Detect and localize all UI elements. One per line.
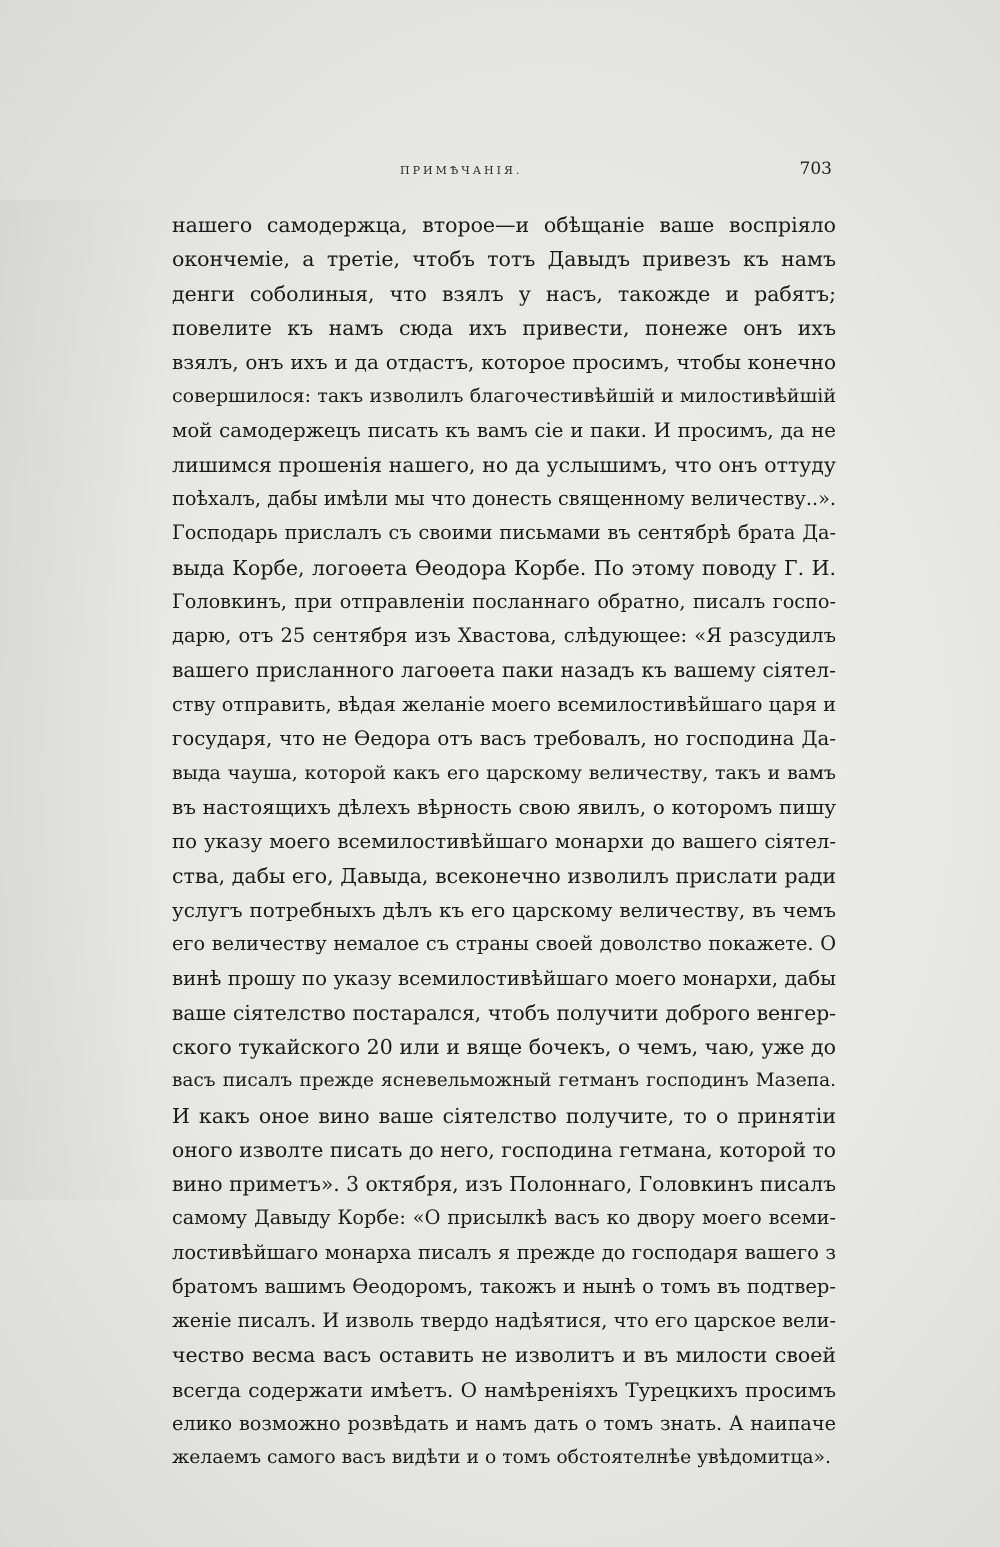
text-line: братомъ вашимъ Ѳеодоромъ, такожъ и нынѣ о томъ въ подтвер- xyxy=(172,1274,836,1298)
text-line: въ настоящихъ дѣлехъ вѣрность свою явилъ, о которомъ пишу xyxy=(172,795,836,820)
text-line: окончеміе, а третіе, чтобъ тотъ Давыдъ привезъ къ намъ xyxy=(172,247,836,272)
text-line: ству отправить, вѣдая желаніе моего всемилостивѣйшаго царя и xyxy=(172,692,836,716)
text-line: вашего присланного лагоѳета паки назадъ къ вашему сіятел- xyxy=(172,658,836,683)
text-line: выда Корбе, логоѳета Ѳеодора Корбе. По этому поводу Г. И. xyxy=(172,555,836,580)
text-line: по указу моего всемилостивѣйшаго монархи до вашего сіятел- xyxy=(172,829,836,853)
text-line: винѣ прошу по указу всемилостивѣйшаго моего монархи, дабы xyxy=(172,966,836,990)
text-line: Головкинъ, при отправленіи посланнаго обратно, писалъ госпо- xyxy=(172,589,836,613)
text-line: вино приметъ». 3 октября, изъ Полоннаго, Головкинъ писалъ xyxy=(172,1172,836,1196)
text-line: ваше сіятелство постарался, чтобъ получити доброго венгер- xyxy=(172,1000,836,1025)
running-title: ПРИМѢЧАНІЯ. xyxy=(400,164,523,177)
text-line: самому Давыду Корбе: «О присылкѣ васъ ко двору моего всеми- xyxy=(172,1206,836,1230)
text-line: государя, что не Ѳедора отъ васъ требовалъ, но господина Да- xyxy=(172,726,836,750)
text-line: женіе писалъ. И изволь твердо надѣятися, что его царское вели- xyxy=(172,1309,836,1332)
page-number: 703 xyxy=(799,159,832,179)
text-line: лостивѣйшаго монарха писалъ я прежде до господаря вашего з xyxy=(172,1240,836,1264)
body-text xyxy=(172,208,836,1475)
text-line: нашего самодержца, второе—и обѣщаніе ваше воспріяло xyxy=(172,213,836,237)
text-line: Господарь прислалъ съ своими письмами въ сентябрѣ брата Да- xyxy=(172,521,836,545)
text-line: лишимся прошенія нашего, но да услышимъ, что онъ оттуду xyxy=(172,452,836,477)
text-line: денги соболиныя, что взялъ у насъ, такожде и рабятъ; xyxy=(172,281,836,306)
text-line: мой самодержецъ писать къ вамъ сіе и паки. И просимъ, да не xyxy=(172,418,836,442)
show-through-shadow xyxy=(0,200,160,1200)
text-line: выда чауша, которой какъ его царскому величеству, такъ и вамъ xyxy=(172,762,836,784)
text-line: его величеству немалое съ страны своей доволство покажете. О xyxy=(172,932,836,956)
text-line-last: желаемъ самого васъ видѣти и о томъ обстоятелнѣе увѣдомитца». xyxy=(172,1447,831,1468)
text-line: дарю, отъ 25 сентября изъ Хвастова, слѣдующее: «Я разсудилъ xyxy=(172,624,836,647)
text-line: взялъ, онъ ихъ и да отдастъ, которое просимъ, чтобы конечно xyxy=(172,350,836,374)
text-line: оного изволте писать до него, господина гетмана, которой то xyxy=(172,1137,836,1162)
text-line: И какъ оное вино ваше сіятелство получите, то о принятіи xyxy=(172,1103,836,1128)
text-line: всегда содержати имѣетъ. О намѣреніяхъ Турецкихъ просимъ xyxy=(172,1377,836,1402)
text-line: васъ писалъ прежде ясневельможный гетманъ господинъ Мазепа. xyxy=(172,1070,836,1092)
text-line: ства, дабы его, Давыда, всеконечно изволилъ прислати ради xyxy=(172,863,836,888)
text-line: ского тукайского 20 или и вяще бочекъ, о чемъ, чаю, уже до xyxy=(172,1035,836,1059)
text-line: поѣхалъ, дабы имѣли мы что донесть священному величеству..». xyxy=(172,487,836,510)
text-line: повелите къ намъ сюда ихъ привести, понеже онъ ихъ xyxy=(172,315,836,340)
text-line: совершилося: такъ изволилъ благочестивѣйшій и милостивѣйшій xyxy=(172,385,836,408)
text-line: услугъ потребныхъ дѣлъ къ его царскому величеству, въ чемъ xyxy=(172,898,836,922)
running-head xyxy=(172,159,832,186)
text-line: елико возможно розвѣдать и намъ дать о томъ знать. А наипаче xyxy=(172,1411,836,1435)
text-line: чество весма васъ оставить не изволитъ и въ милости своей xyxy=(172,1343,836,1368)
